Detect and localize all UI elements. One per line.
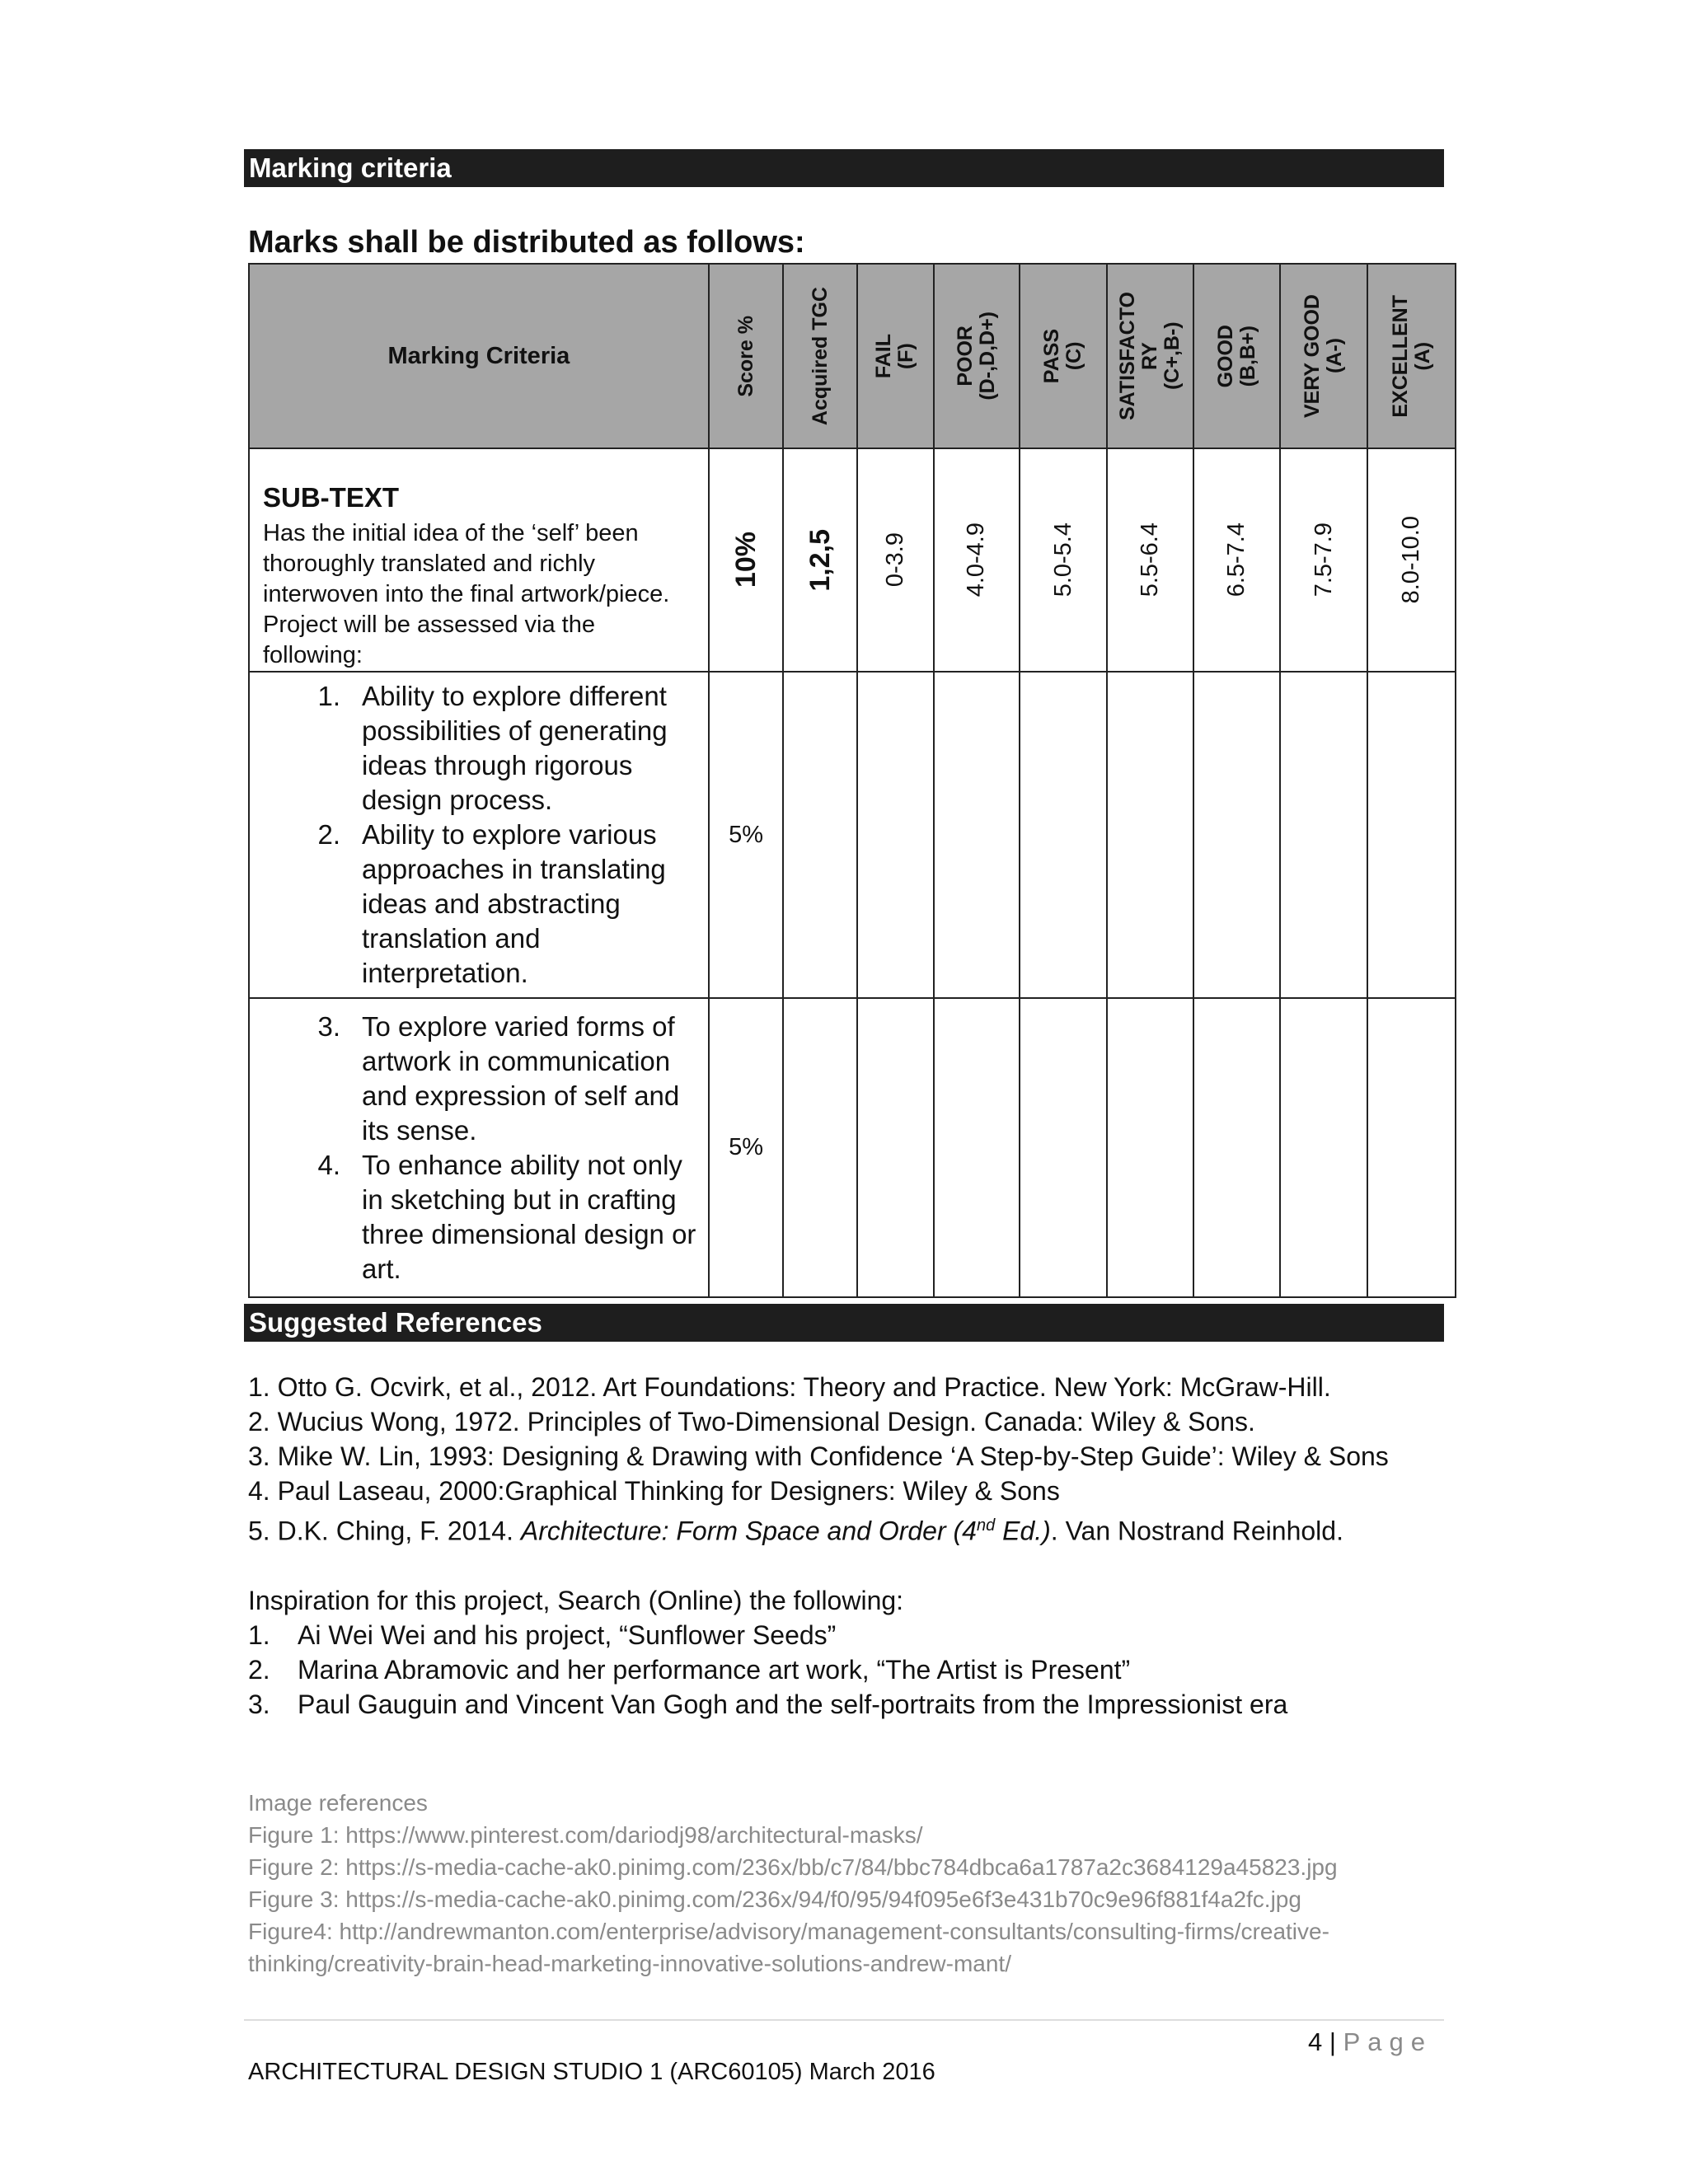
list-item: 2. Ability to explore various approaches in translating ideas and abstracting translation and interpretation. xyxy=(317,819,666,988)
row-score: 5% xyxy=(709,672,784,998)
header-fail: FAIL (F) xyxy=(857,264,934,448)
references-list xyxy=(248,1370,1389,1722)
header-marking-criteria: Marking Criteria xyxy=(249,264,709,448)
marking-criteria-section-bar xyxy=(244,149,1444,187)
row-score: 5% xyxy=(709,998,784,1297)
table-heading: Marks shall be distributed as follows: xyxy=(248,225,805,260)
reference-item: 1. Otto G. Ocvirk, et al., 2012. Art Foundations: Theory and Practice. New York: McGraw-Hill. xyxy=(248,1372,1331,1402)
image-reference-item: Figure 2: https://s-media-cache-ak0.pinimg.com/236x/bb/c7/84/bbc784dbca6a1787a2c3684129a45823.jpg xyxy=(248,1854,1338,1880)
subtext-very-good-range: 7.5-7.9 xyxy=(1280,448,1367,672)
table-header-row xyxy=(249,264,1456,448)
image-reference-item: Figure 3: https://s-media-cache-ak0.pinimg.com/236x/94/f0/95/94f095e6f3e431b70c9e96f881f4a2fc.jpg xyxy=(248,1886,1301,1912)
subtext-satisfactory-range: 5.5-6.4 xyxy=(1107,448,1193,672)
image-references xyxy=(248,1787,1418,1980)
inspiration-item: 2. Marina Abramovic and her performance art work, “The Artist is Present” xyxy=(248,1654,1131,1685)
subtext-good-range: 6.5-7.4 xyxy=(1193,448,1281,672)
header-poor: POOR (D-,D,D+) xyxy=(934,264,1020,448)
inspiration-item: 1. Ai Wei Wei and his project, “Sunflower Seeds” xyxy=(248,1619,837,1650)
page-number: 4 | Page xyxy=(1308,2027,1432,2056)
image-reference-item: Figure4: http://andrewmanton.com/enterprise/advisory/management-consultants/consulting-firms/creative-thinking/creativity-brain-head-marketing-innovative-solutions-andrew-mant/ xyxy=(248,1919,1329,1976)
subtext-poor-range: 4.0-4.9 xyxy=(934,448,1020,672)
subtext-excellent-range: 8.0-10.0 xyxy=(1367,448,1456,672)
header-acquired-tgc: Acquired TGC xyxy=(783,264,857,448)
subtext-cell xyxy=(249,448,709,672)
marking-criteria-table xyxy=(248,263,1456,1298)
reference-item: 4. Paul Laseau, 2000:Graphical Thinking for Designers: Wiley & Sons xyxy=(248,1476,1060,1506)
section-title: Marking criteria xyxy=(249,152,452,183)
reference-item: 5. D.K. Ching, F. 2014. Architecture: Form Space and Order (4nd Ed.). Van Nostrand Reinhold. xyxy=(248,1516,1343,1546)
subtext-title: SUB-TEXT xyxy=(263,482,399,513)
reference-item: 2. Wucius Wong, 1972. Principles of Two-Dimensional Design. Canada: Wiley & Sons. xyxy=(248,1407,1255,1436)
subtext-tgc: 1,2,5 xyxy=(783,448,857,672)
header-pass: PASS (C) xyxy=(1020,264,1107,448)
header-very-good: VERY GOOD (A-) xyxy=(1280,264,1367,448)
list-item: 1. Ability to explore different possibilities of generating ideas through rigorous design process. xyxy=(317,681,668,815)
section-title: Suggested References xyxy=(249,1307,542,1338)
suggested-references-section-bar xyxy=(244,1304,1444,1342)
header-excellent: EXCELLENT (A) xyxy=(1367,264,1456,448)
list-item: 3. To explore varied forms of artwork in communication and expression of self and its sense. xyxy=(317,1010,680,1146)
list-item: 4. To enhance ability not only in sketching but in crafting three dimensional design or art. xyxy=(317,1149,696,1284)
header-good: GOOD (B,B+) xyxy=(1193,264,1281,448)
image-references-title: Image references xyxy=(248,1790,428,1816)
header-score: Score % xyxy=(709,264,784,448)
subtext-body: Has the initial idea of the ‘self’ been thoroughly translated and richly interwoven into the final artwork/piece. Project will be assessed via the following: xyxy=(263,520,670,668)
subtext-pass-range: 5.0-5.4 xyxy=(1020,448,1107,672)
criteria-cell xyxy=(249,672,709,998)
criteria-row xyxy=(249,672,1456,998)
inspiration-item: 3. Paul Gauguin and Vincent Van Gogh and the self-portraits from the Impressionist era xyxy=(248,1689,1288,1719)
criteria-row xyxy=(249,998,1456,1297)
subtext-score: 10% xyxy=(709,448,784,672)
subtext-fail-range: 0-3.9 xyxy=(857,448,934,672)
footer-divider xyxy=(244,2019,1444,2021)
inspiration-intro: Inspiration for this project, Search (Online) the following: xyxy=(248,1585,904,1615)
criteria-cell xyxy=(249,998,709,1297)
footer-text: ARCHITECTURAL DESIGN STUDIO 1 (ARC60105) March 2016 xyxy=(248,2059,935,2085)
subtext-row xyxy=(249,448,1456,672)
reference-item: 3. Mike W. Lin, 1993: Designing & Drawing with Confidence ‘A Step-by-Step Guide’: Wiley & Sons xyxy=(248,1441,1389,1471)
image-reference-item: Figure 1: https://www.pinterest.com/dariodj98/architectural-masks/ xyxy=(248,1822,923,1848)
header-satisfactory: SATISFACTO RY (C+,B-) xyxy=(1107,264,1193,448)
